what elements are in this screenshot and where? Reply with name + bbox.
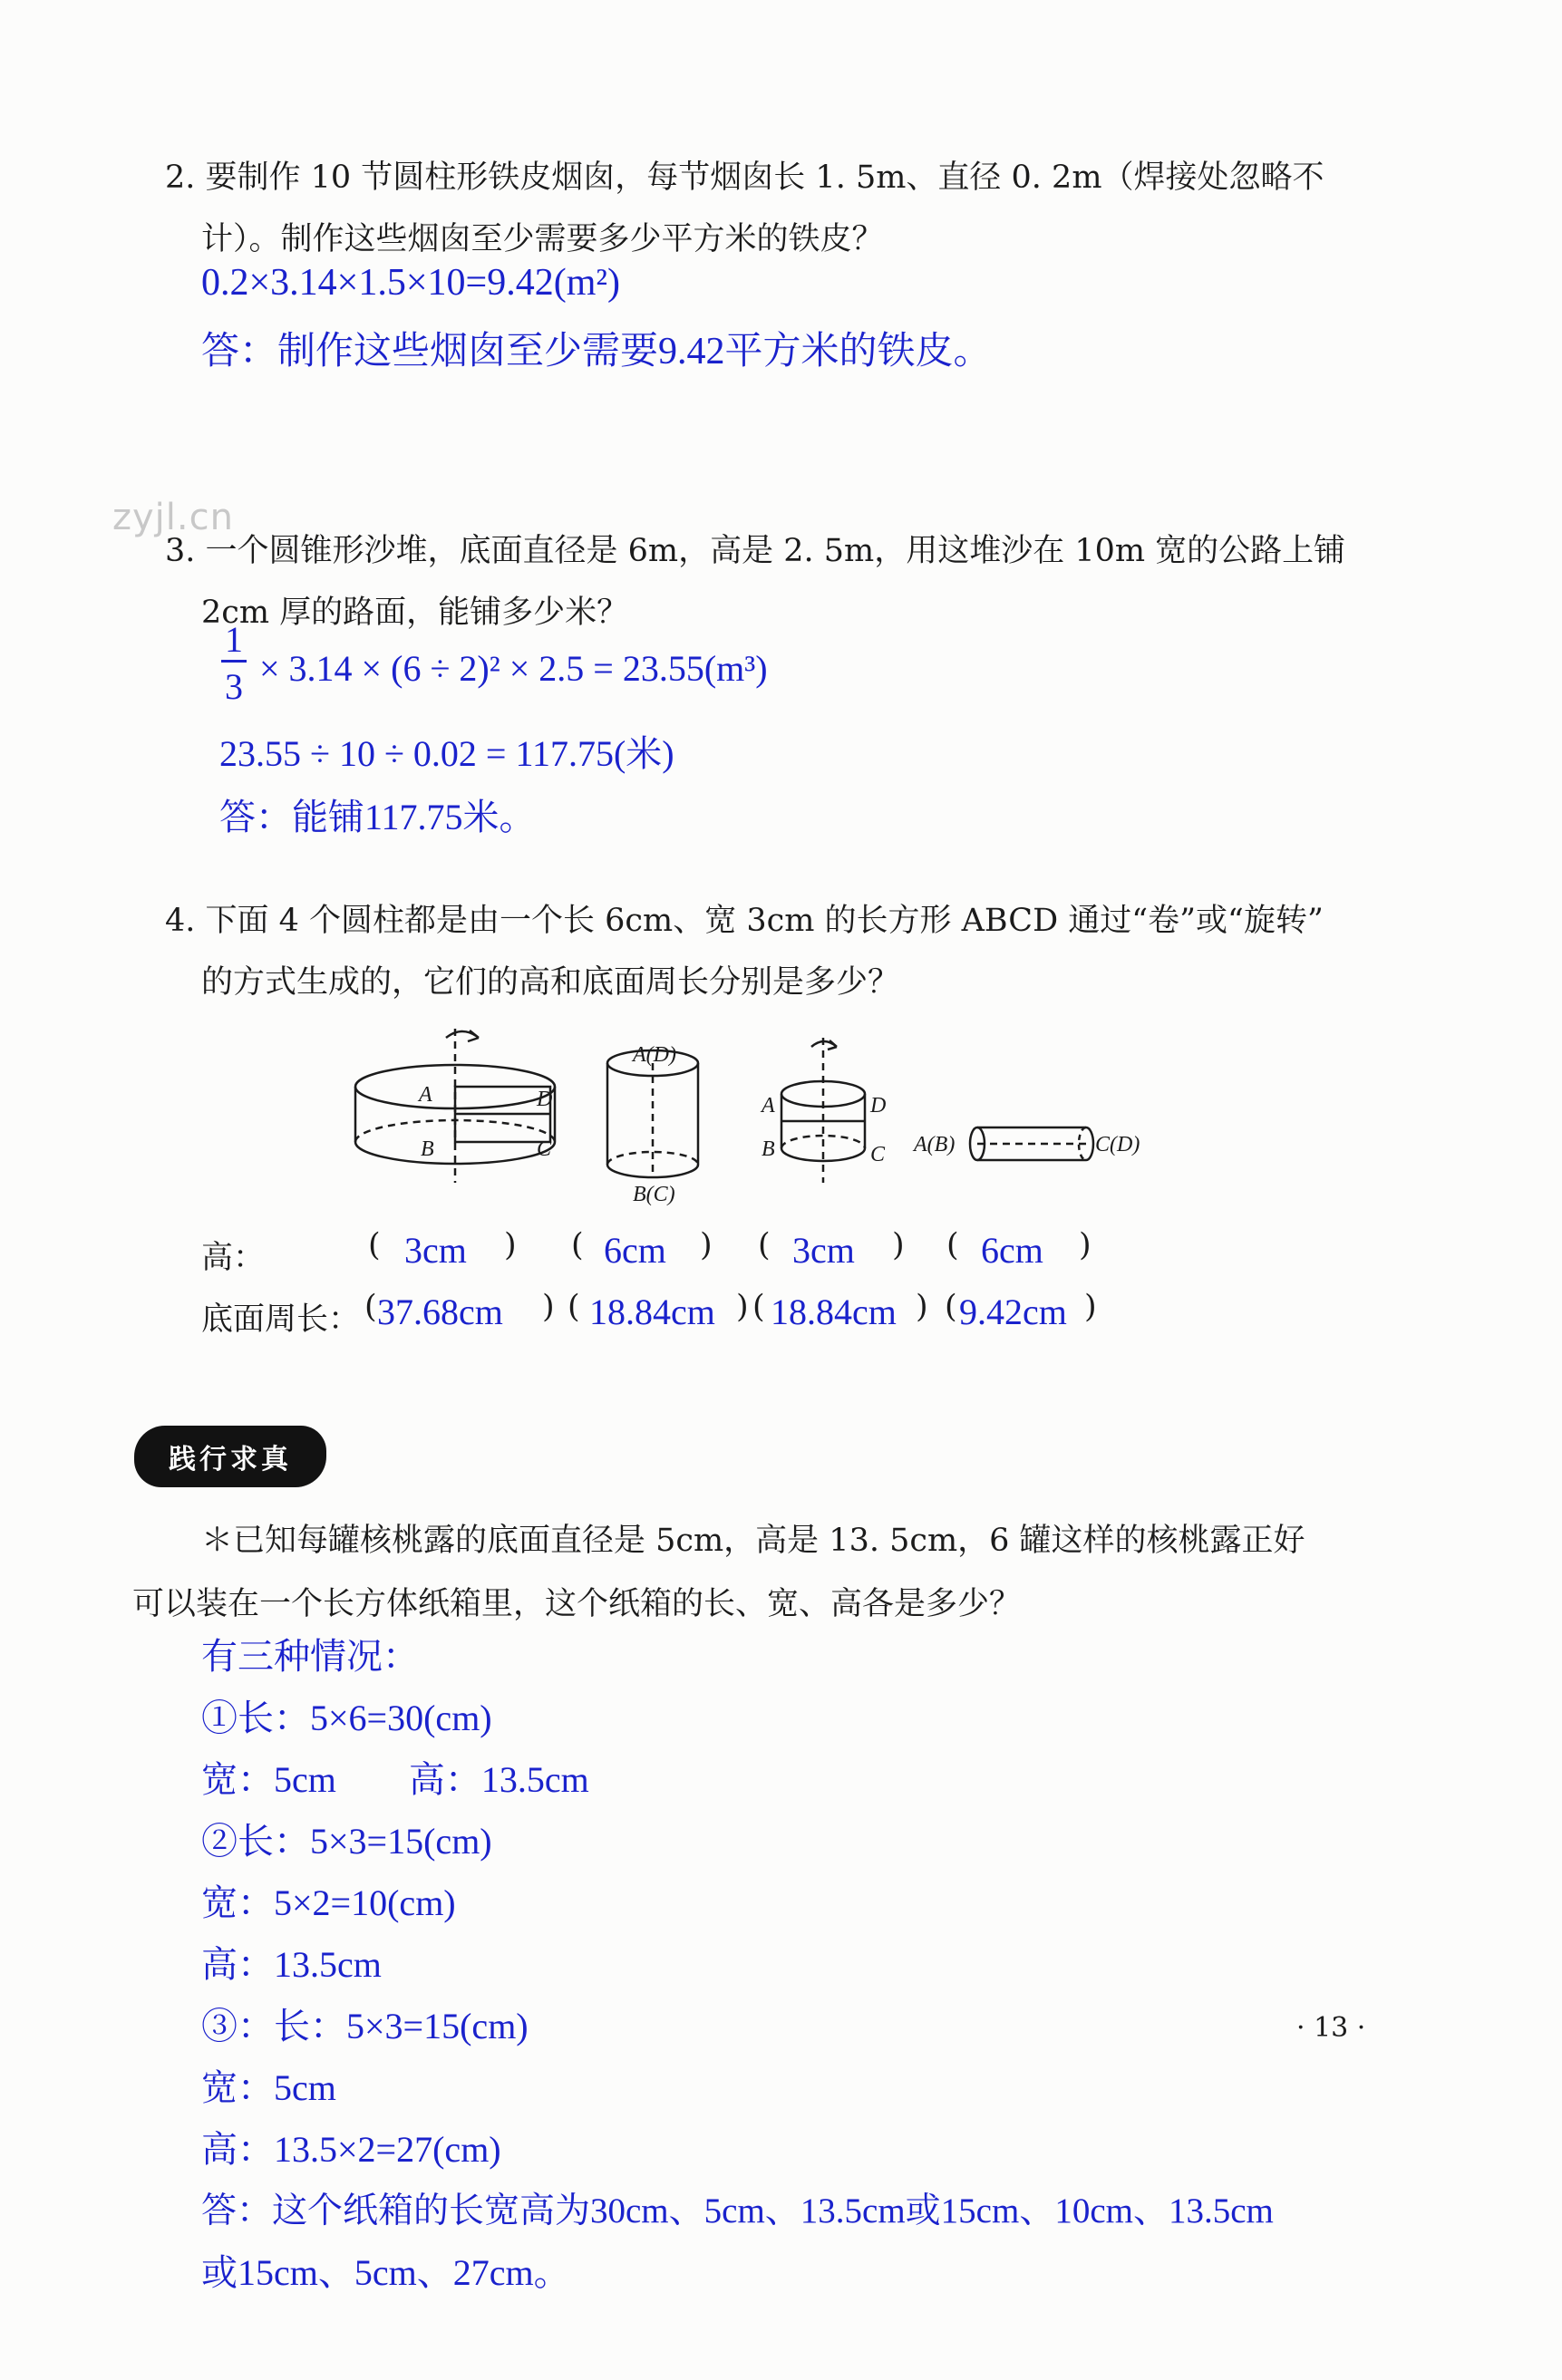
q3-formula2: 23.55 ÷ 10 ÷ 0.02 = 117.75(米) — [219, 733, 674, 774]
q4-height-3: 3cm — [792, 1230, 855, 1271]
page-number: · 13 · — [1296, 2012, 1366, 2044]
f3-d: D — [870, 1094, 887, 1117]
section-line1: ＊已知每罐核桃露的底面直径是 5cm，高是 13. 5cm，6 罐这样的核桃露正好 — [201, 1523, 1305, 1559]
q2-answer-text: 答：制作这些烟囱至少需要9.42平方米的铁皮。 — [201, 331, 992, 372]
q3-line2: 2cm 厚的路面，能铺多少米？ — [201, 595, 629, 631]
q4-paren-close-8: ) — [1084, 1289, 1097, 1325]
q4-paren-close-2: ) — [700, 1227, 713, 1263]
q4-paren-open-3: ( — [758, 1227, 771, 1263]
q4-cylinder-figures — [344, 1011, 1160, 1210]
q4-perimeter-1: 37.68cm — [377, 1292, 503, 1332]
q4-height-label: 高： — [201, 1240, 266, 1276]
q2-line2: 计）。制作这些烟囱至少需要多少平方米的铁皮？ — [201, 221, 884, 257]
figure-4-cylinder — [912, 1127, 1140, 1160]
q3-fraction-denominator: 3 — [225, 666, 243, 707]
section-answer-2: ①长：5×6=30(cm) — [201, 1698, 492, 1738]
f2-top: A(D) — [633, 1043, 676, 1067]
q4-paren-open-6: ( — [568, 1289, 580, 1325]
f4-left: A(B) — [914, 1133, 956, 1156]
q4-height-2: 6cm — [604, 1230, 666, 1271]
q2-line1: 2. 要制作 10 节圆柱形铁皮烟囱，每节烟囱长 1. 5m、直径 0. 2m（焊接处忽略不 — [165, 160, 1324, 196]
f1-c: C — [537, 1137, 552, 1161]
section-badge: 践行求真 — [134, 1426, 326, 1487]
section-answer-10: 答：这个纸箱的长宽高为30cm、5cm、13.5cm或15cm、10cm、13.5cm — [201, 2191, 1274, 2230]
f2-bottom: B(C) — [633, 1183, 675, 1206]
q4-paren-open-5: ( — [364, 1289, 377, 1325]
q3-line1: 3. 一个圆锥形沙堆，底面直径是 6m，高是 2. 5m，用这堆沙在 10m 宽的公路上铺 — [165, 533, 1346, 569]
section-answer-6: 高：13.5cm — [201, 1944, 382, 1985]
section-answer-9: 高：13.5×2=27(cm) — [201, 2129, 501, 2170]
q4-paren-close-6: ) — [736, 1289, 749, 1325]
section-answer-4: ②长：5×3=15(cm) — [201, 1821, 492, 1862]
q4-paren-close-5: ) — [542, 1289, 555, 1325]
q4-paren-open-7: ( — [752, 1289, 765, 1325]
q4-paren-open-4: ( — [946, 1227, 959, 1263]
q3-fraction — [221, 618, 247, 718]
figure-3-cylinder — [760, 1038, 886, 1183]
q4-paren-close-4: ) — [1079, 1227, 1091, 1263]
q2-answer-formula: 0.2×3.14×1.5×10=9.42(m²) — [201, 262, 620, 304]
q4-perimeter-4: 9.42cm — [959, 1292, 1067, 1332]
q3-fraction-numerator: 1 — [225, 619, 243, 660]
q4-line1: 4. 下面 4 个圆柱都是由一个长 6cm、宽 3cm 的长方形 ABCD 通过“卷”或“旋转” — [165, 903, 1324, 939]
section-line2: 可以装在一个长方体纸箱里，这个纸箱的长、宽、高各是多少？ — [132, 1586, 1022, 1622]
q4-height-1: 3cm — [404, 1230, 467, 1271]
q3-formula1: × 3.14 × (6 ÷ 2)² × 2.5 = 23.55(m³) — [259, 648, 768, 689]
figure-2-cylinder — [607, 1043, 698, 1206]
q4-paren-open-1: ( — [368, 1227, 381, 1263]
f3-a: A — [762, 1094, 775, 1117]
section-answer-11: 或15cm、5cm、27cm。 — [201, 2252, 570, 2293]
q4-line2: 的方式生成的，它们的高和底面周长分别是多少？ — [201, 964, 900, 1001]
q3-fraction-bar — [221, 660, 247, 663]
f3-c: C — [870, 1143, 886, 1166]
watermark: zyjl.cn — [112, 497, 234, 538]
q4-perimeter-3: 18.84cm — [771, 1292, 897, 1332]
q4-paren-close-1: ) — [504, 1227, 517, 1263]
section-answer-5: 宽：5×2=10(cm) — [201, 1882, 456, 1923]
section-answer-1: 有三种情况： — [201, 1636, 419, 1677]
section-answer-3: 宽：5cm 高：13.5cm — [201, 1759, 589, 1800]
q4-paren-close-3: ) — [892, 1227, 905, 1263]
q4-paren-close-7: ) — [916, 1289, 928, 1325]
figure-1-cylinder — [355, 1029, 555, 1183]
q4-perimeter-2: 18.84cm — [589, 1292, 715, 1332]
f1-a: A — [419, 1083, 432, 1107]
q4-paren-open-2: ( — [571, 1227, 584, 1263]
section-answer-7: ③：长：5×3=15(cm) — [201, 2006, 529, 2046]
f3-b: B — [762, 1137, 775, 1161]
q4-perimeter-label: 底面周长： — [201, 1301, 361, 1338]
q4-height-4: 6cm — [981, 1230, 1043, 1271]
q3-answer-text: 答：能铺117.75米。 — [219, 797, 536, 837]
f1-b: B — [421, 1137, 434, 1161]
q4-paren-open-8: ( — [945, 1289, 957, 1325]
f1-d: D — [537, 1088, 553, 1111]
f4-right: C(D) — [1095, 1133, 1140, 1156]
section-answer-8: 宽：5cm — [201, 2067, 336, 2108]
